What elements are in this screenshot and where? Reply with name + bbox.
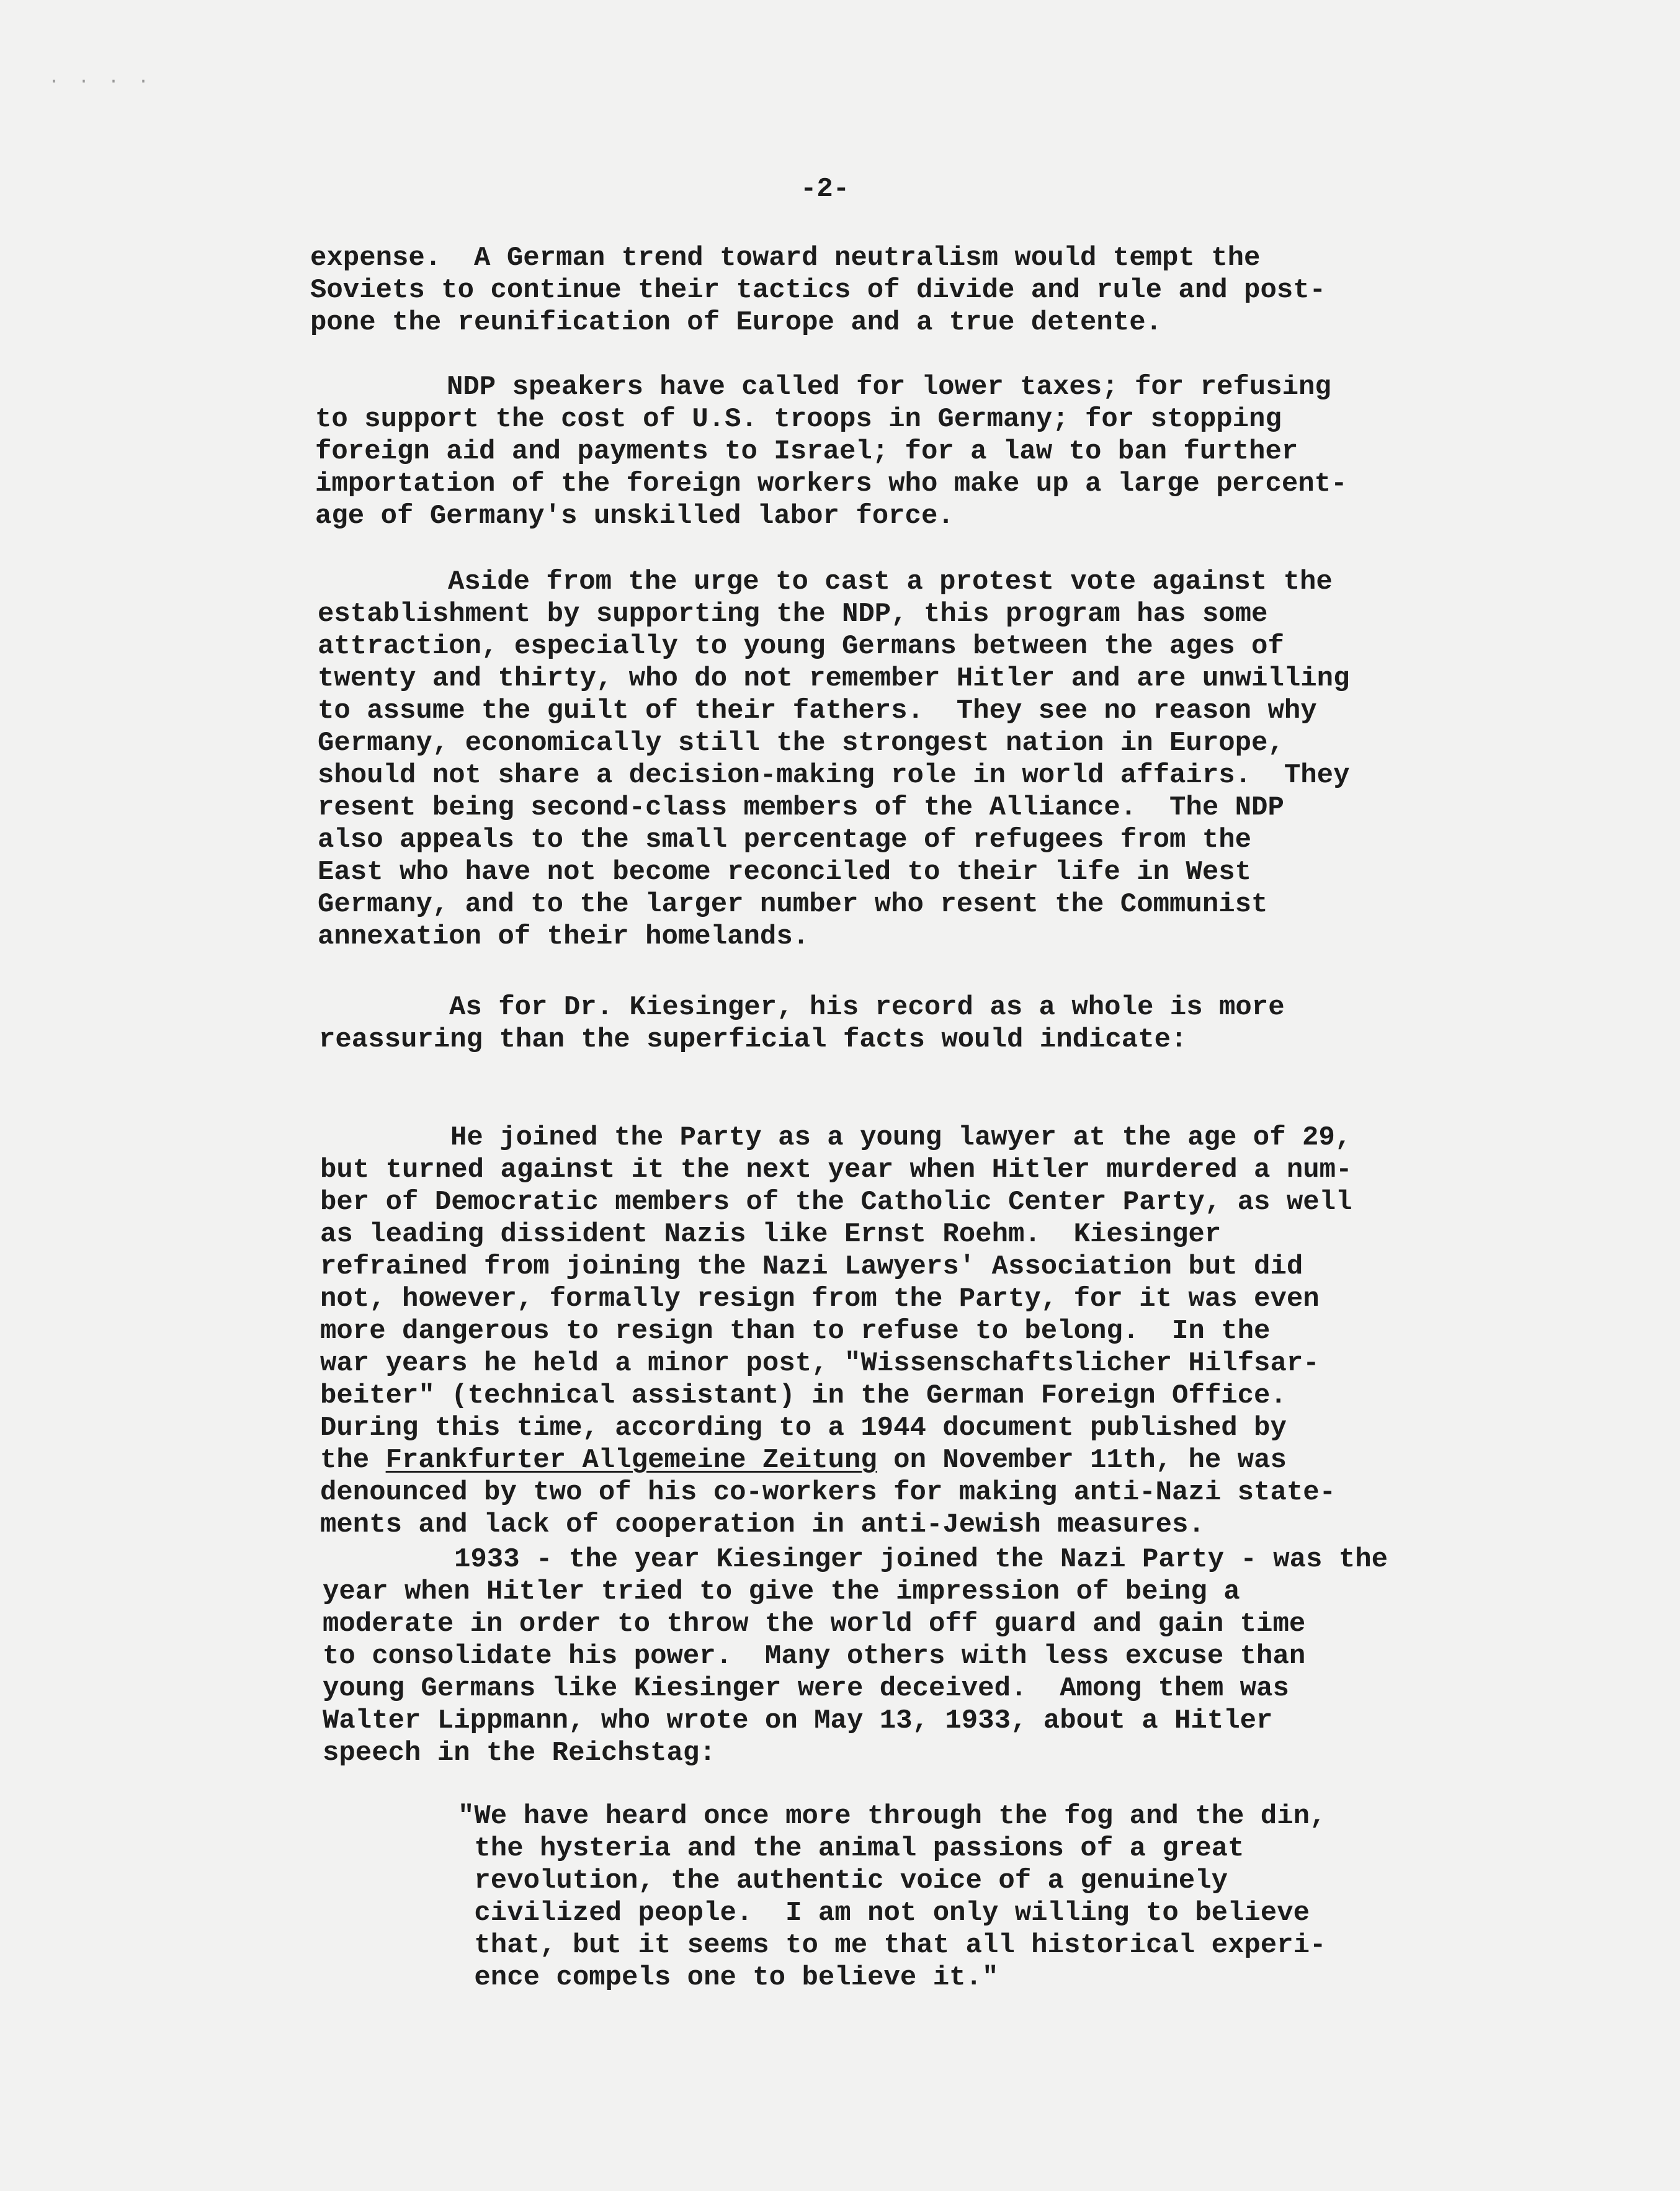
text-line: denounced by two of his co-workers for making anti-Nazi state- (320, 1477, 1336, 1508)
text-line: foreign aid and payments to Israel; for a law to ban further (315, 436, 1298, 467)
text-line: should not share a decision-making role in world affairs. They (318, 760, 1350, 791)
text-line: NDP speakers have called for lower taxes; for refusing (447, 372, 1331, 403)
text-line: ber of Democratic members of the Catholic Center Party, as well (320, 1187, 1352, 1218)
text-line: reassuring than the superficial facts would indicate: (319, 1024, 1187, 1055)
text-line: to support the cost of U.S. troops in Germany; for stopping (315, 404, 1282, 435)
text-line: twenty and thirty, who do not remember Hitler and are unwilling (318, 663, 1350, 694)
text-line: to consolidate his power. Many others with less excuse than (323, 1641, 1306, 1672)
text-line: Aside from the urge to cast a protest vote against the (448, 566, 1333, 597)
text-line: not, however, formally resign from the Party, for it was even (320, 1283, 1320, 1314)
text-line: pone the reunification of Europe and a true detente. (310, 307, 1163, 338)
text-line: expense. A German trend toward neutralism would tempt the (310, 243, 1261, 274)
text-line: age of Germany's unskilled labor force. (315, 501, 954, 532)
underlined-newspaper-title: Frankfurter Allgemeine Zeitung (385, 1445, 877, 1476)
text-segment: the (320, 1445, 386, 1476)
text-line: As for Dr. Kiesinger, his record as a whole is more (449, 992, 1285, 1023)
text-segment: on November 11th, he was (877, 1445, 1287, 1476)
text-line: annexation of their homelands. (318, 921, 810, 952)
text-line: 1933 - the year Kiesinger joined the Nazi Party - was the (454, 1544, 1388, 1575)
text-line: beiter" (technical assistant) in the German Foreign Office. (320, 1380, 1287, 1411)
quote-line: revolution, the authentic voice of a genuinely (458, 1865, 1228, 1896)
text-line: refrained from joining the Nazi Lawyers' Association but did (320, 1251, 1303, 1282)
quote-line: the hysteria and the animal passions of a great (458, 1833, 1244, 1864)
text-line: resent being second-class members of the Alliance. The NDP (318, 792, 1284, 823)
text-line: as leading dissident Nazis like Ernst Roehm. Kiesinger (320, 1219, 1222, 1250)
text-line: He joined the Party as a young lawyer at the age of 29, (450, 1122, 1352, 1153)
quote-line: ence compels one to believe it." (458, 1962, 999, 1993)
text-line: Germany, economically still the strongest nation in Europe, (318, 728, 1284, 759)
text-line: Soviets to continue their tactics of divide and rule and post- (310, 275, 1326, 306)
quote-line: civilized people. I am not only willing to believe (458, 1898, 1310, 1929)
text-line: young Germans like Kiesinger were deceived. Among them was (323, 1673, 1289, 1704)
text-line: During this time, according to a 1944 document published by (320, 1412, 1287, 1444)
text-line: attraction, especially to young Germans between the ages of (318, 631, 1284, 662)
text-line: more dangerous to resign than to refuse to belong. In the (320, 1316, 1271, 1347)
text-line: Walter Lippmann, who wrote on May 13, 1933, about a Hitler (323, 1705, 1273, 1736)
text-line: year when Hitler tried to give the impression of being a (323, 1576, 1240, 1607)
text-line: but turned against it the next year when Hitler murdered a num- (320, 1154, 1352, 1185)
quote-line: that, but it seems to me that all historical experi- (458, 1930, 1326, 1961)
text-line: East who have not become reconciled to their life in West (318, 857, 1252, 888)
text-line: importation of the foreign workers who make up a large percent- (315, 468, 1347, 499)
text-line: speech in the Reichstag: (323, 1738, 716, 1769)
text-line: ments and lack of cooperation in anti-Jewish measures. (320, 1509, 1205, 1540)
quote-line: "We have heard once more through the fog and the din, (458, 1801, 1326, 1832)
text-line: moderate in order to throw the world off guard and gain time (323, 1609, 1306, 1640)
text-line: Germany, and to the larger number who resent the Communist (318, 889, 1268, 920)
text-line: to assume the guilt of their fathers. They see no reason why (318, 695, 1317, 726)
corner-marks: · · · · (48, 71, 153, 92)
text-line: war years he held a minor post, "Wissenschaftslicher Hilfsar- (320, 1348, 1320, 1379)
text-line: establishment by supporting the NDP, this program has some (318, 599, 1268, 630)
page-number: -2- (800, 174, 850, 205)
text-line: also appeals to the small percentage of refugees from the (318, 824, 1252, 855)
text-line (320, 1444, 1287, 1476)
